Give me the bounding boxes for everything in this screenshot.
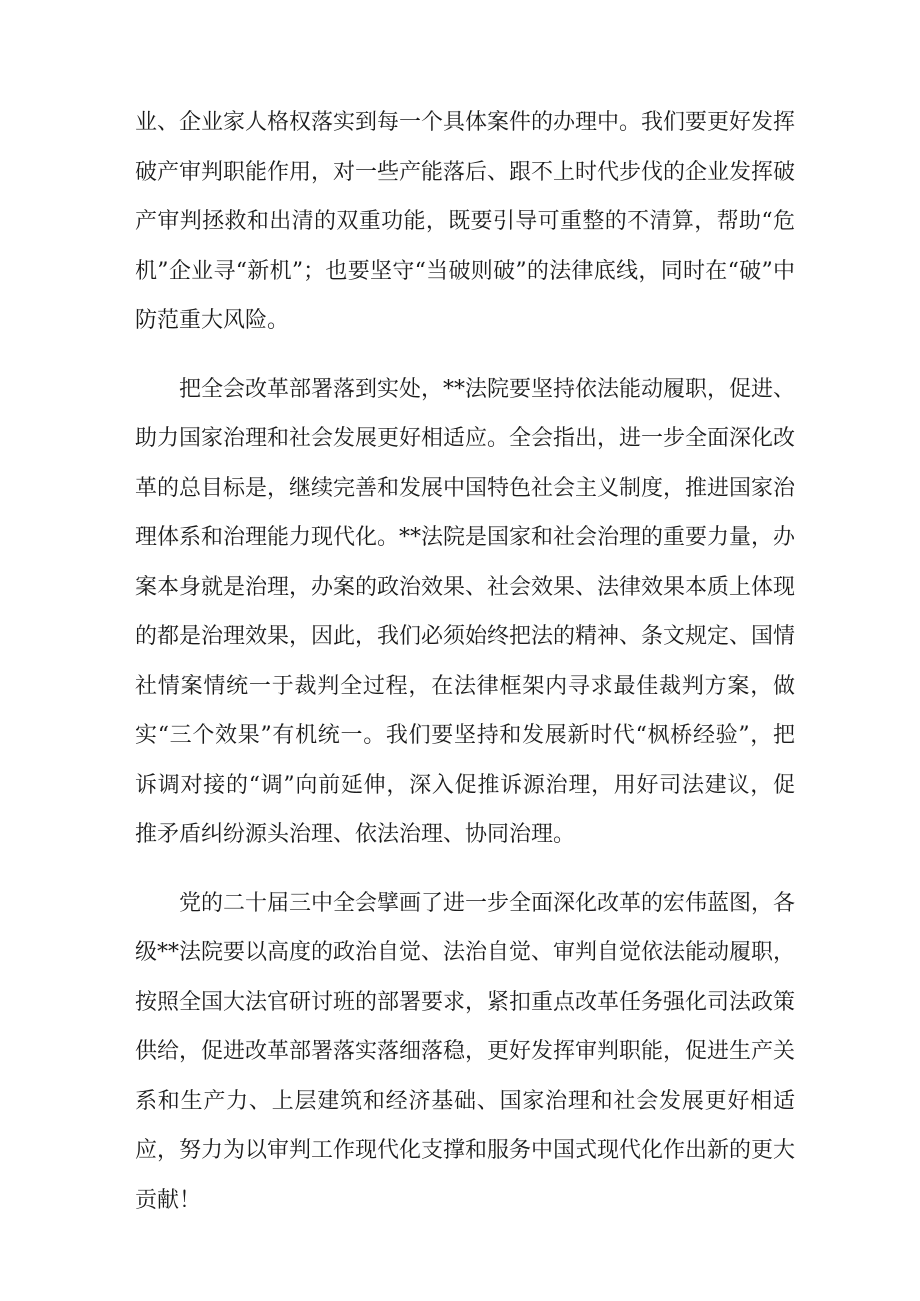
paragraph-conclusion: 党的二十届三中全会擘画了进一步全面深化改革的宏伟蓝图，各级**法院要以高度的政治自觉、法治自觉、审判自觉依法能动履职，按照全国大法官研讨班的部署要求，紧扣重点改革任务强化司法政策供给，促进改革部署落实落细落稳，更好发挥审判职能，促进生产关系和生产力、上层建筑和经济基础、国家治理和社会发展更好相适应，努力为以审判工作现代化支撑和服务中国式现代化作出新的更大贡献！ [135,890,796,1213]
document-body [135,98,795,1225]
paragraph-reform-deployment: 把全会改革部署落到实处，**法院要坚持依法能动履职，促进、助力国家治理和社会发展更好相适应。全会指出，进一步全面深化改革的总目标是，继续完善和发展中国特色社会主义制度，推进国家治理体系和治理能力现代化。**法院是国家和社会治理的重要力量，办案本身就是治理，办案的政治效果、社会效果、法律效果本质上体现的都是治理效果，因此，我们必须始终把法的精神、条文规定、国情社情案情统一于裁判全过程，在法律框架内寻求最佳裁判方案，做实“三个效果”有机统一。我们要坚持和发展新时代“枫桥经验”，把诉调对接的“调”向前延伸，深入促推诉源治理，用好司法建议，促推矛盾纠纷源头治理、依法治理、协同治理。 [135,376,796,847]
paragraph-continuation: 业、企业家人格权落实到每一个具体案件的办理中。我们要更好发挥破产审判职能作用，对一些产能落后、跟不上时代步伐的企业发挥破产审判拯救和出清的双重功能，既要引导可重整的不清算，帮助“危机”企业寻“新机”；也要坚守“当破则破”的法律底线，同时在“破”中防范重大风险。 [135,110,796,333]
